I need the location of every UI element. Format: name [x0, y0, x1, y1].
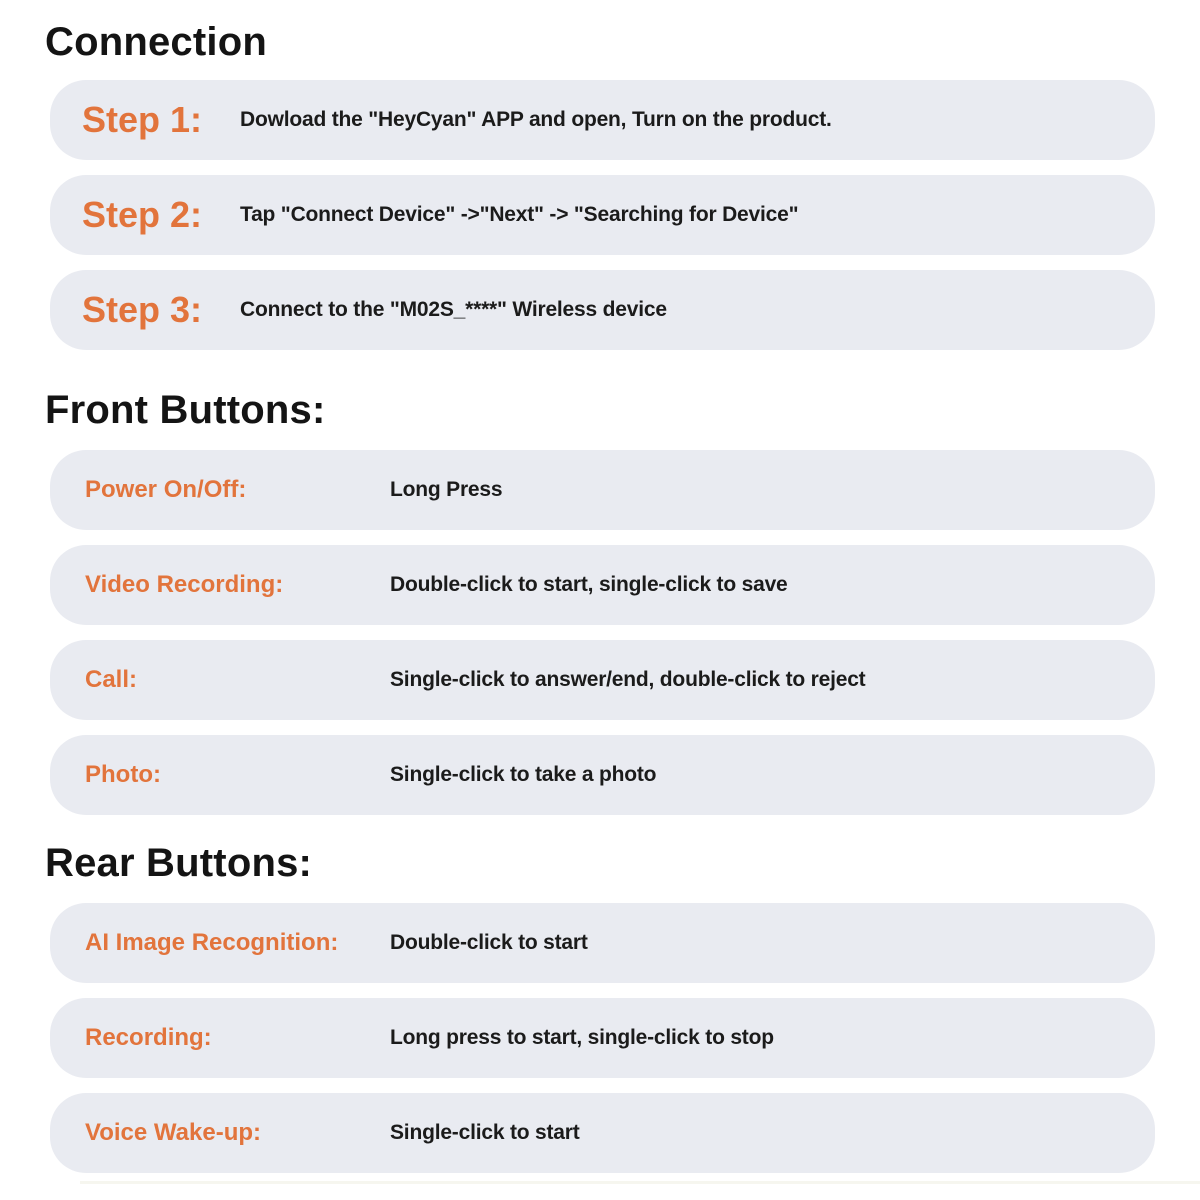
step-3-text: Connect to the "M02S_****" Wireless device: [240, 298, 667, 321]
front-button-row-call: [50, 640, 1155, 720]
photo-label: Photo:: [85, 761, 161, 788]
call-value: Single-click to answer/end, double-click to reject: [390, 668, 866, 691]
photo-value: Single-click to take a photo: [390, 763, 657, 786]
step-row-2: [50, 175, 1155, 255]
voice-wake-up-value: Single-click to start: [390, 1121, 580, 1144]
voice-wake-up-label: Voice Wake-up:: [85, 1119, 262, 1146]
step-row-3: [50, 270, 1155, 350]
front-button-row-video-recording: [50, 545, 1155, 625]
step-1-label: Step 1:: [82, 99, 203, 140]
connection-section-title: Connection: [45, 20, 267, 64]
video-recording-value: Double-click to start, single-click to save: [390, 573, 788, 596]
rear-button-row-recording: [50, 998, 1155, 1078]
call-label: Call:: [85, 666, 138, 693]
ai-image-recognition-value: Double-click to start: [390, 931, 588, 954]
recording-label: Recording:: [85, 1024, 212, 1051]
step-1-text: Dowload the "HeyCyan" APP and open, Turn on the product.: [240, 108, 832, 131]
rear-button-row-voice-wake-up: [50, 1093, 1155, 1173]
video-recording-label: Video Recording:: [85, 571, 284, 598]
front-button-row-power: [50, 450, 1155, 530]
step-3-label: Step 3:: [82, 289, 203, 330]
power-on-off-label: Power On/Off:: [85, 476, 247, 503]
step-row-1: [50, 80, 1155, 160]
step-2-label: Step 2:: [82, 194, 203, 235]
rear-button-row-ai-image-recognition: [50, 903, 1155, 983]
recording-value: Long press to start, single-click to stop: [390, 1026, 774, 1049]
step-2-text: Tap "Connect Device" ->"Next" -> "Searching for Device": [240, 203, 799, 226]
ai-image-recognition-label: AI Image Recognition:: [85, 929, 339, 956]
page-bottom-divider: [80, 1181, 1200, 1184]
rear-buttons-section-title: Rear Buttons:: [45, 841, 313, 885]
front-button-row-photo: [50, 735, 1155, 815]
front-buttons-section-title: Front Buttons:: [45, 388, 326, 432]
power-on-off-value: Long Press: [390, 478, 503, 501]
